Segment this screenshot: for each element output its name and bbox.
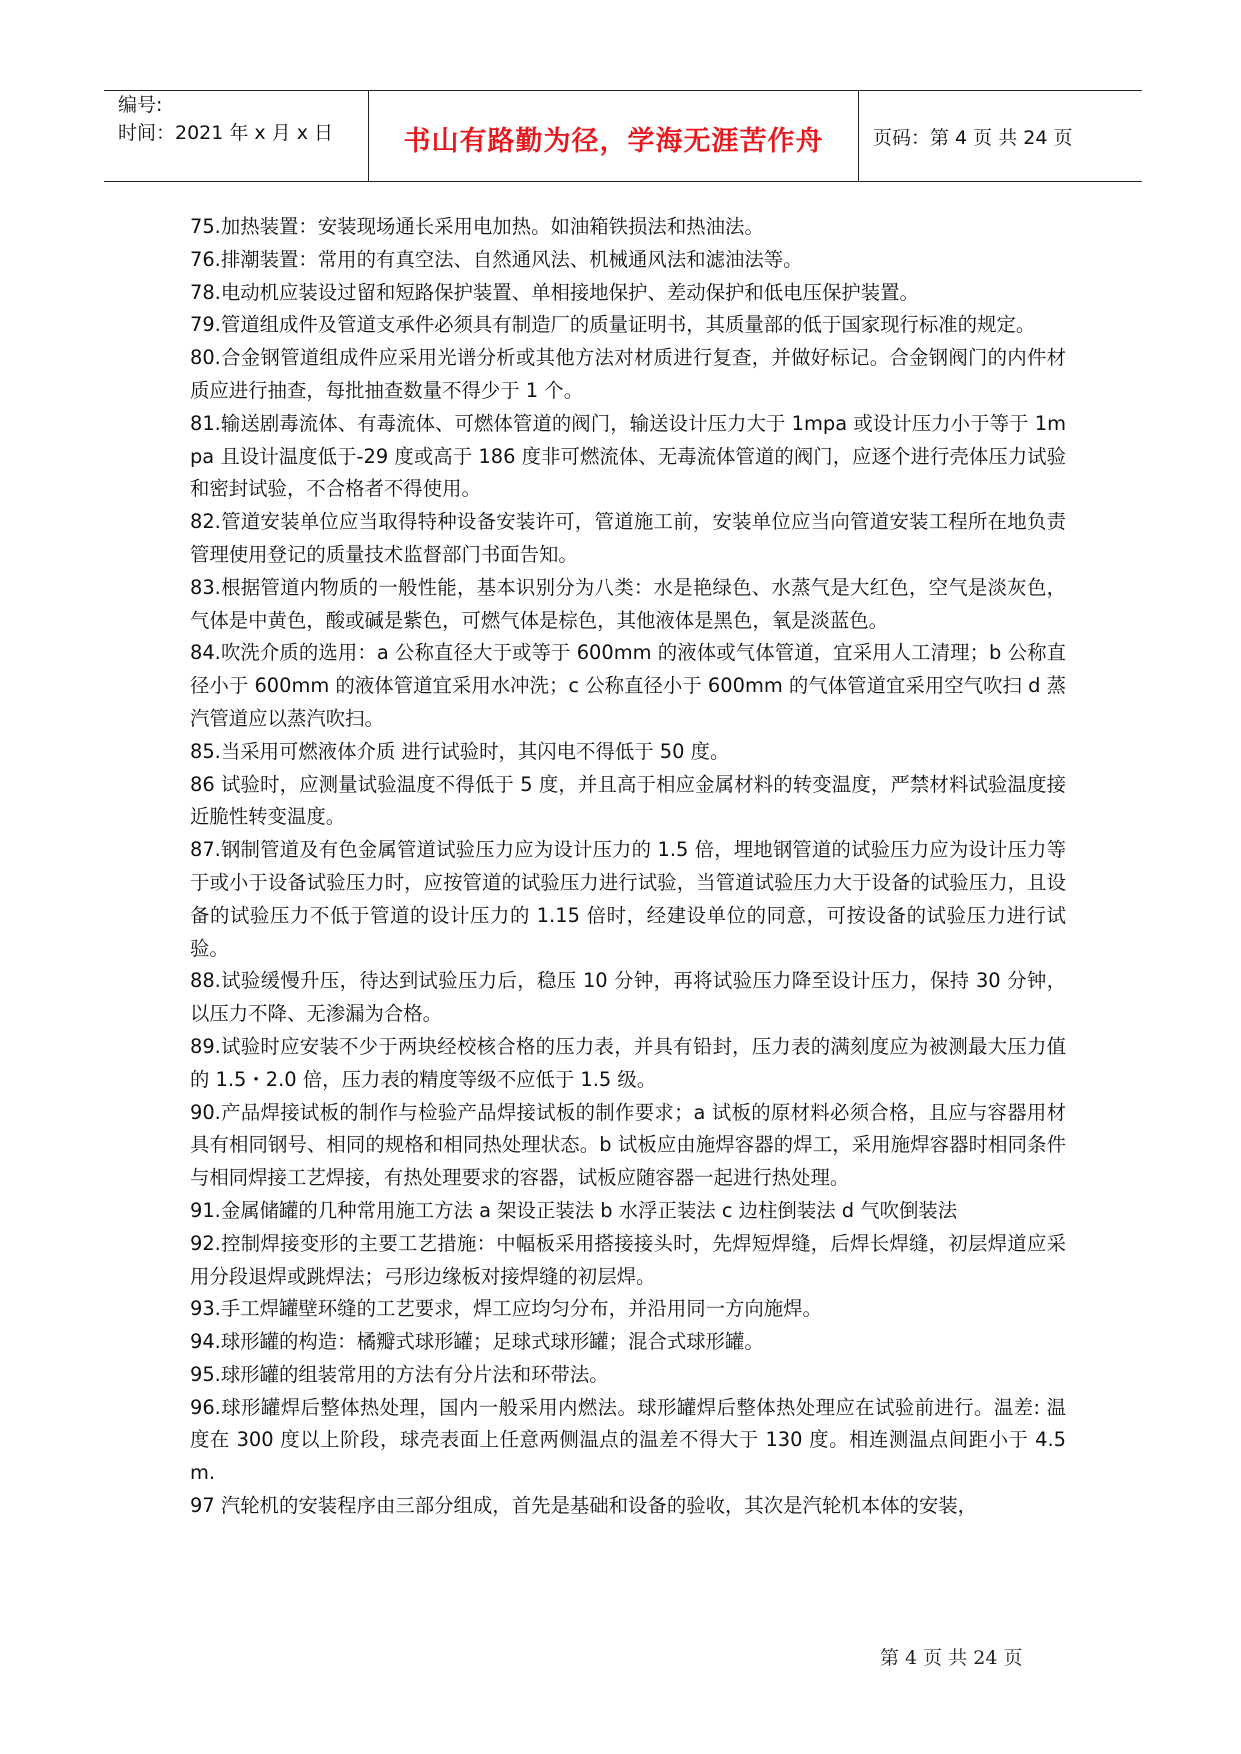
paragraph: 75.加热装置：安装现场通长采用电加热。如油箱铁损法和热油法。: [190, 215, 764, 238]
header-meta-cell: [104, 91, 369, 181]
paragraph: 93.手工焊罐壁环缝的工艺要求，焊工应均匀分布，并沿用同一方向施焊。: [190, 1297, 822, 1321]
header-page-cell: [859, 91, 1142, 181]
paragraph: 82.管道安装单位应当取得特种设备安装许可，管道施工前，安装单位应当向管道安装工程所在地负责管理使用登记的质量技术监督部门书面告知。: [190, 510, 1066, 566]
header-motto-cell: [369, 91, 859, 181]
footer-page-number: 第 4 页 共 24 页: [880, 1647, 1023, 1669]
paragraph: 87.钢制管道及有色金属管道试验压力应为设计压力的 1.5 倍，埋地钢管道的试验压力应为设计压力等于或小于设备试验压力时，应按管道的试验压力进行试验，当管道试验压力大于设备的试验压力，且设备的试验压力不低于管道的设计压力的 1.15 倍时，经建设单位的同意，可按设备的试验压力进行试验。: [190, 838, 1066, 960]
header-page-number: 页码：第 4 页 共 24 页: [873, 127, 1073, 149]
paragraph: 78.电动机应装设过留和短路保护装置、单相接地保护、差动保护和低电压保护装置。: [190, 280, 919, 304]
paragraph: 81.输送剧毒流体、有毒流体、可燃体管道的阀门，输送设计压力大于 1mpa 或设计压力小于等于 1mpa 且设计温度低于-29 度或高于 186 度非可燃流体、无毒流体管道的阀门，应逐个进行壳体压力试验和密封试验，不合格者不得使用。: [190, 411, 1066, 501]
paragraph: 90.产品焊接试板的制作与检验产品焊接试板的制作要求；a 试板的原材料必须合格，且应与容器用材具有相同钢号、相同的规格和相同热处理状态。b 试板应由施焊容器的焊工，采用施焊容器时相同条件与相同焊接工艺焊接，有热处理要求的容器，试板应随容器一起进行热处理。: [190, 1100, 1066, 1190]
paragraph: 88.试验缓慢升压，待达到试验压力后，稳压 10 分钟，再将试验压力降至设计压力，保持 30 分钟，以压力不降、无渗漏为合格。: [190, 969, 1066, 1026]
serial-number-label: 编号:: [118, 94, 163, 116]
date-label: 时间：2021 年 x 月 x 日: [118, 122, 334, 144]
document-body: [190, 211, 1066, 1523]
paragraph: 83.根据管道内物质的一般性能，基本识别分为八类：水是艳绿色、水蒸气是大红色，空气是淡灰色，气体是中黄色，酸或碱是紫色，可燃气体是棕色，其他液体是黑色，氧是淡蓝色。: [190, 575, 1066, 632]
document-header: [104, 90, 1142, 182]
paragraph: 96.球形罐焊后整体热处理，国内一般采用内燃法。球形罐焊后整体热处理应在试验前进行。温差: 温度在 300 度以上阶段，球壳表面上任意两侧温点的温差不得大于 130 度。相连测温点间距小于 4.5m.: [190, 1395, 1066, 1485]
paragraph: 76.排潮装置：常用的有真空法、自然通风法、机械通风法和滤油法等。: [190, 247, 803, 271]
paragraph: 85.当采用可燃液体介质 进行试验时，其闪电不得低于 50 度。: [190, 739, 730, 763]
paragraph: 95.球形罐的组装常用的方法有分片法和环带法。: [190, 1362, 609, 1386]
paragraph: 97 汽轮机的安装程序由三部分组成，首先是基础和设备的验收，其次是汽轮机本体的安装，: [190, 1494, 978, 1518]
paragraph: 89.试验时应安装不少于两块经校核合格的压力表，并具有铅封，压力表的满刻度应为被测最大压力值的 1.5・2.0 倍，压力表的精度等级不应低于 1.5 级。: [190, 1034, 1066, 1091]
paragraph: 86 试验时，应测量试验温度不得低于 5 度，并且高于相应金属材料的转变温度，严禁材料试验温度接近脆性转变温度。: [190, 772, 1066, 829]
paragraph: 91.金属储罐的几种常用施工方法 a 架设正装法 b 水浮正装法 c 边柱倒装法 d 气吹倒装法: [190, 1198, 958, 1222]
paragraph: 80.合金钢管道组成件应采用光谱分析或其他方法对材质进行复查，并做好标记。合金钢阀门的内件材质应进行抽查，每批抽查数量不得少于 1 个。: [190, 346, 1066, 402]
paragraph: 84.吹洗介质的选用：a 公称直径大于或等于 600mm 的液体或气体管道，宜采用人工清理；b 公称直径小于 600mm 的液体管道宜采用水冲洗；c 公称直径小于 600mm 的气体管道宜采用空气吹扫 d 蒸汽管道应以蒸汽吹扫。: [190, 641, 1066, 730]
paragraph: 94.球形罐的构造：橘瓣式球形罐；足球式球形罐；混合式球形罐。: [190, 1330, 764, 1354]
paragraph: 92.控制焊接变形的主要工艺措施：中幅板采用搭接接头时，先焊短焊缝，后焊长焊缝，初层焊道应采用分段退焊或跳焊法；弓形边缘板对接焊缝的初层焊。: [190, 1231, 1066, 1288]
motto-text: 书山有路勤为径，学海无涯苦作舟: [403, 126, 824, 157]
paragraph: 79.管道组成件及管道支承件必须具有制造厂的质量证明书，其质量部的低于国家现行标准的规定。: [190, 313, 1036, 337]
